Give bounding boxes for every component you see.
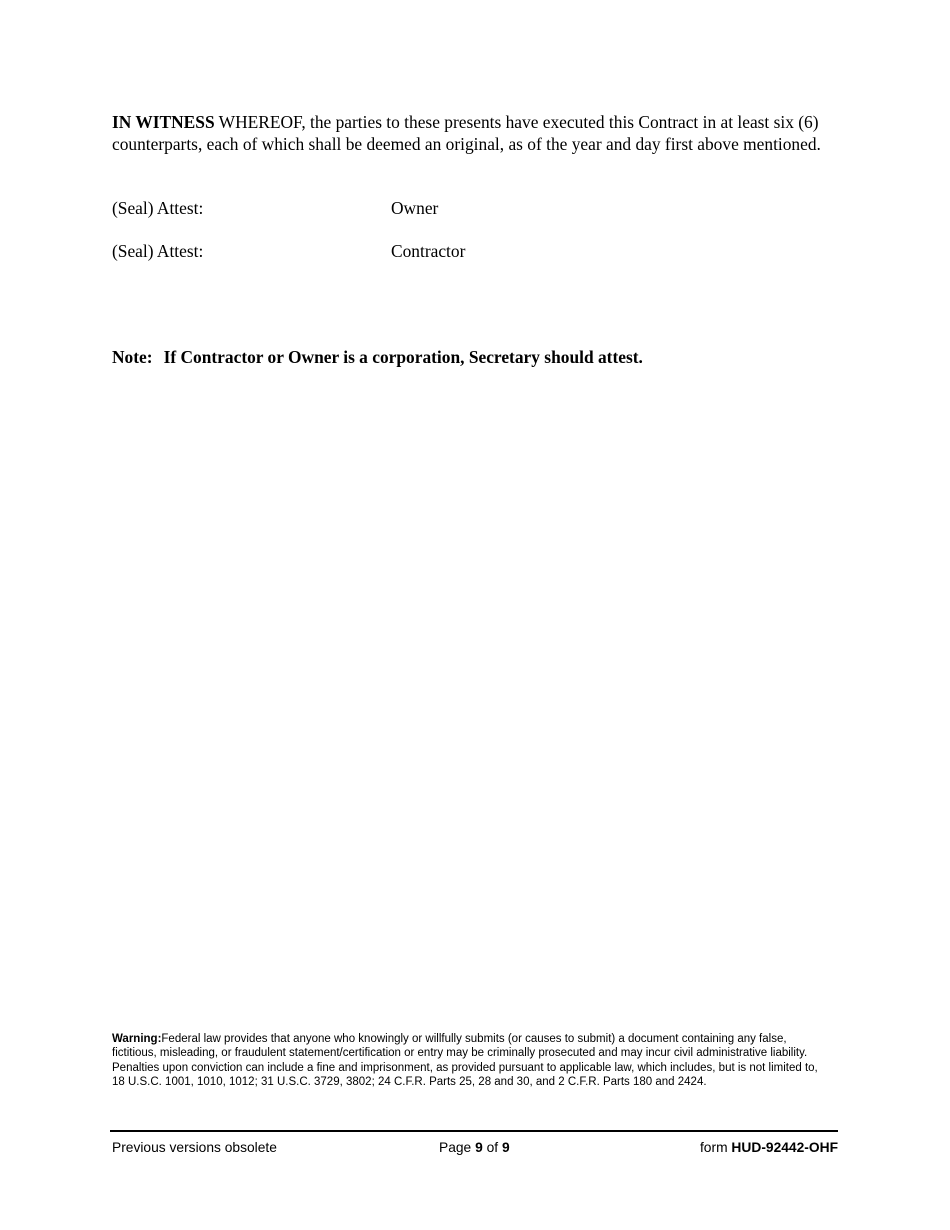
warning-text: Federal law provides that anyone who knowingly or willfully submits (or causes to submit) a document containing any false, fictitious, misleading, or fraudulent statement/certification or entry may be criminally prosecuted and may incur civil administrative liability. Penalties upon conviction can include a fine and imprisonment, as provided pursuant to applicable law, which includes, but is not limited to, 18 U.S.C. 1001, 1010, 1012; 31 U.S.C. 3729, 3802; 24 C.F.R. Parts 25, 28 and 30, and 2 C.F.R. Parts 180 and 2424. (112, 1033, 818, 1088)
page-prefix: Page (439, 1140, 472, 1155)
footer-versions-note: Previous versions obsolete (112, 1140, 277, 1155)
owner-label: Owner (391, 198, 439, 218)
page-of: of (486, 1140, 499, 1155)
attestation-note (112, 347, 643, 368)
form-id: HUD-92442-OHF (731, 1140, 838, 1155)
legal-warning (112, 1032, 824, 1089)
page-total: 9 (501, 1140, 510, 1155)
note-label: Note: (112, 347, 153, 367)
seal-attest-label: (Seal) Attest: (112, 241, 204, 261)
footer-divider (110, 1130, 838, 1132)
warning-label: Warning: (112, 1033, 162, 1045)
witness-clause (112, 112, 842, 155)
page-number (439, 1139, 510, 1156)
page-current: 9 (475, 1140, 483, 1155)
form-prefix: form (699, 1140, 728, 1155)
form-number (700, 1139, 838, 1156)
note-text: If Contractor or Owner is a corporation, Secretary should attest. (163, 347, 643, 367)
witness-text: WHEREOF, the parties to these presents have executed this Contract in at least six (6) counterparts, each of which shall be deemed an original, as of the year and day first above mentioned. (112, 112, 821, 154)
seal-attest-label: (Seal) Attest: (112, 198, 204, 218)
contractor-label: Contractor (391, 241, 466, 261)
witness-lead: IN WITNESS (112, 112, 215, 132)
